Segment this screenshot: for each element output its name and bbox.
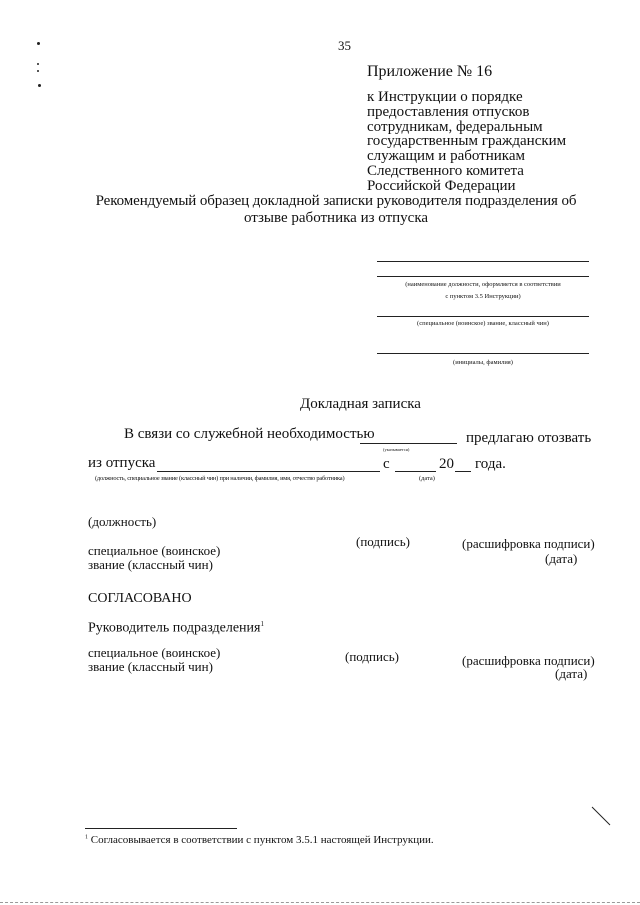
rank-label-line1: специальное (воинское) (88, 543, 221, 558)
approval-decoding-label: (расшифровка подписи) (462, 653, 595, 668)
date-label: (дата) (545, 551, 578, 566)
addressee-line (377, 261, 589, 262)
approval-date-label: (дата) (555, 666, 588, 681)
footnote-separator (85, 828, 237, 829)
scan-speck (37, 63, 39, 65)
position-label: (должность) (88, 514, 157, 529)
footnote-ref: 1 (260, 620, 264, 628)
document-heading-line2: отзыве работника из отпуска (243, 210, 429, 226)
appendix-subtitle-line: предоставления отпусков (367, 103, 530, 120)
footnote-text: Согласовывается в соответствии с пунктом 3.5.1 настоящей Инструкции. (90, 834, 434, 846)
memo-title: Докладная записка (300, 396, 421, 412)
memo-line2-start: из отпуска (88, 455, 156, 471)
year-prefix: 20 (439, 456, 454, 472)
memo-text-start: В связи со служебной необходимостью (124, 426, 375, 442)
approval-rank-line2: звание (классный чин) (88, 659, 213, 674)
pen-stroke (590, 805, 612, 827)
scan-edge (0, 902, 640, 903)
approval-head (88, 620, 264, 637)
rank-label-line2: звание (классный чин) (88, 557, 213, 572)
rank-hint: (специальное (воинское) звание, классный чин) (417, 320, 549, 327)
addressee-line (377, 276, 589, 277)
document-heading-line1: Рекомендуемый образец докладной записки руководителя подразделения об (95, 193, 577, 209)
footnote-mark: 1 (85, 834, 88, 841)
date-hint: (дата) (419, 475, 435, 482)
appendix-subtitle-line: Российской Федерации (367, 177, 516, 194)
memo-c: с (383, 456, 390, 472)
addressee-hint: с пунктом 3.5 Инструкции) (445, 293, 521, 300)
memo-text-end: предлагаю отозвать (466, 430, 592, 446)
appendix-title: Приложение № 16 (367, 63, 493, 80)
year-blank (455, 471, 471, 472)
appendix-subtitle-line: государственным гражданским (367, 133, 567, 150)
signature-label: (подпись) (356, 534, 410, 549)
addressee-hint: (наименование должности, оформляется в соответствии (405, 281, 561, 288)
name-line (377, 353, 589, 354)
employee-hint: (должность, специальное звание (классный чин) при наличии, фамилия, имя, отчество работника) (95, 475, 345, 482)
name-hint: (инициалы, фамилия) (453, 359, 513, 366)
rank-line (377, 316, 589, 317)
date-blank (395, 471, 436, 472)
reason-blank (360, 443, 457, 444)
year-suffix: года. (475, 456, 506, 472)
approval-title: СОГЛАСОВАНО (88, 591, 192, 606)
scan-speck (37, 70, 39, 72)
appendix-subtitle-line: служащим и работникам (367, 148, 525, 165)
reason-hint: (указывается) (383, 447, 410, 452)
footnote (85, 834, 434, 846)
decoding-label: (расшифровка подписи) (462, 536, 595, 551)
appendix-subtitle-line: Следственного комитета (367, 162, 524, 179)
approval-rank-line1: специальное (воинское) (88, 645, 221, 660)
scan-speck (38, 84, 41, 87)
employee-blank (157, 471, 380, 472)
approval-signature-label: (подпись) (345, 649, 399, 664)
approval-head-text: Руководитель подразделения (88, 620, 261, 636)
appendix-subtitle-line: сотрудникам, федеральным (367, 118, 543, 135)
scan-speck (37, 42, 40, 45)
appendix-subtitle (367, 90, 566, 194)
appendix-subtitle-line: к Инструкции о порядке (367, 89, 523, 105)
page-number: 35 (338, 38, 351, 53)
